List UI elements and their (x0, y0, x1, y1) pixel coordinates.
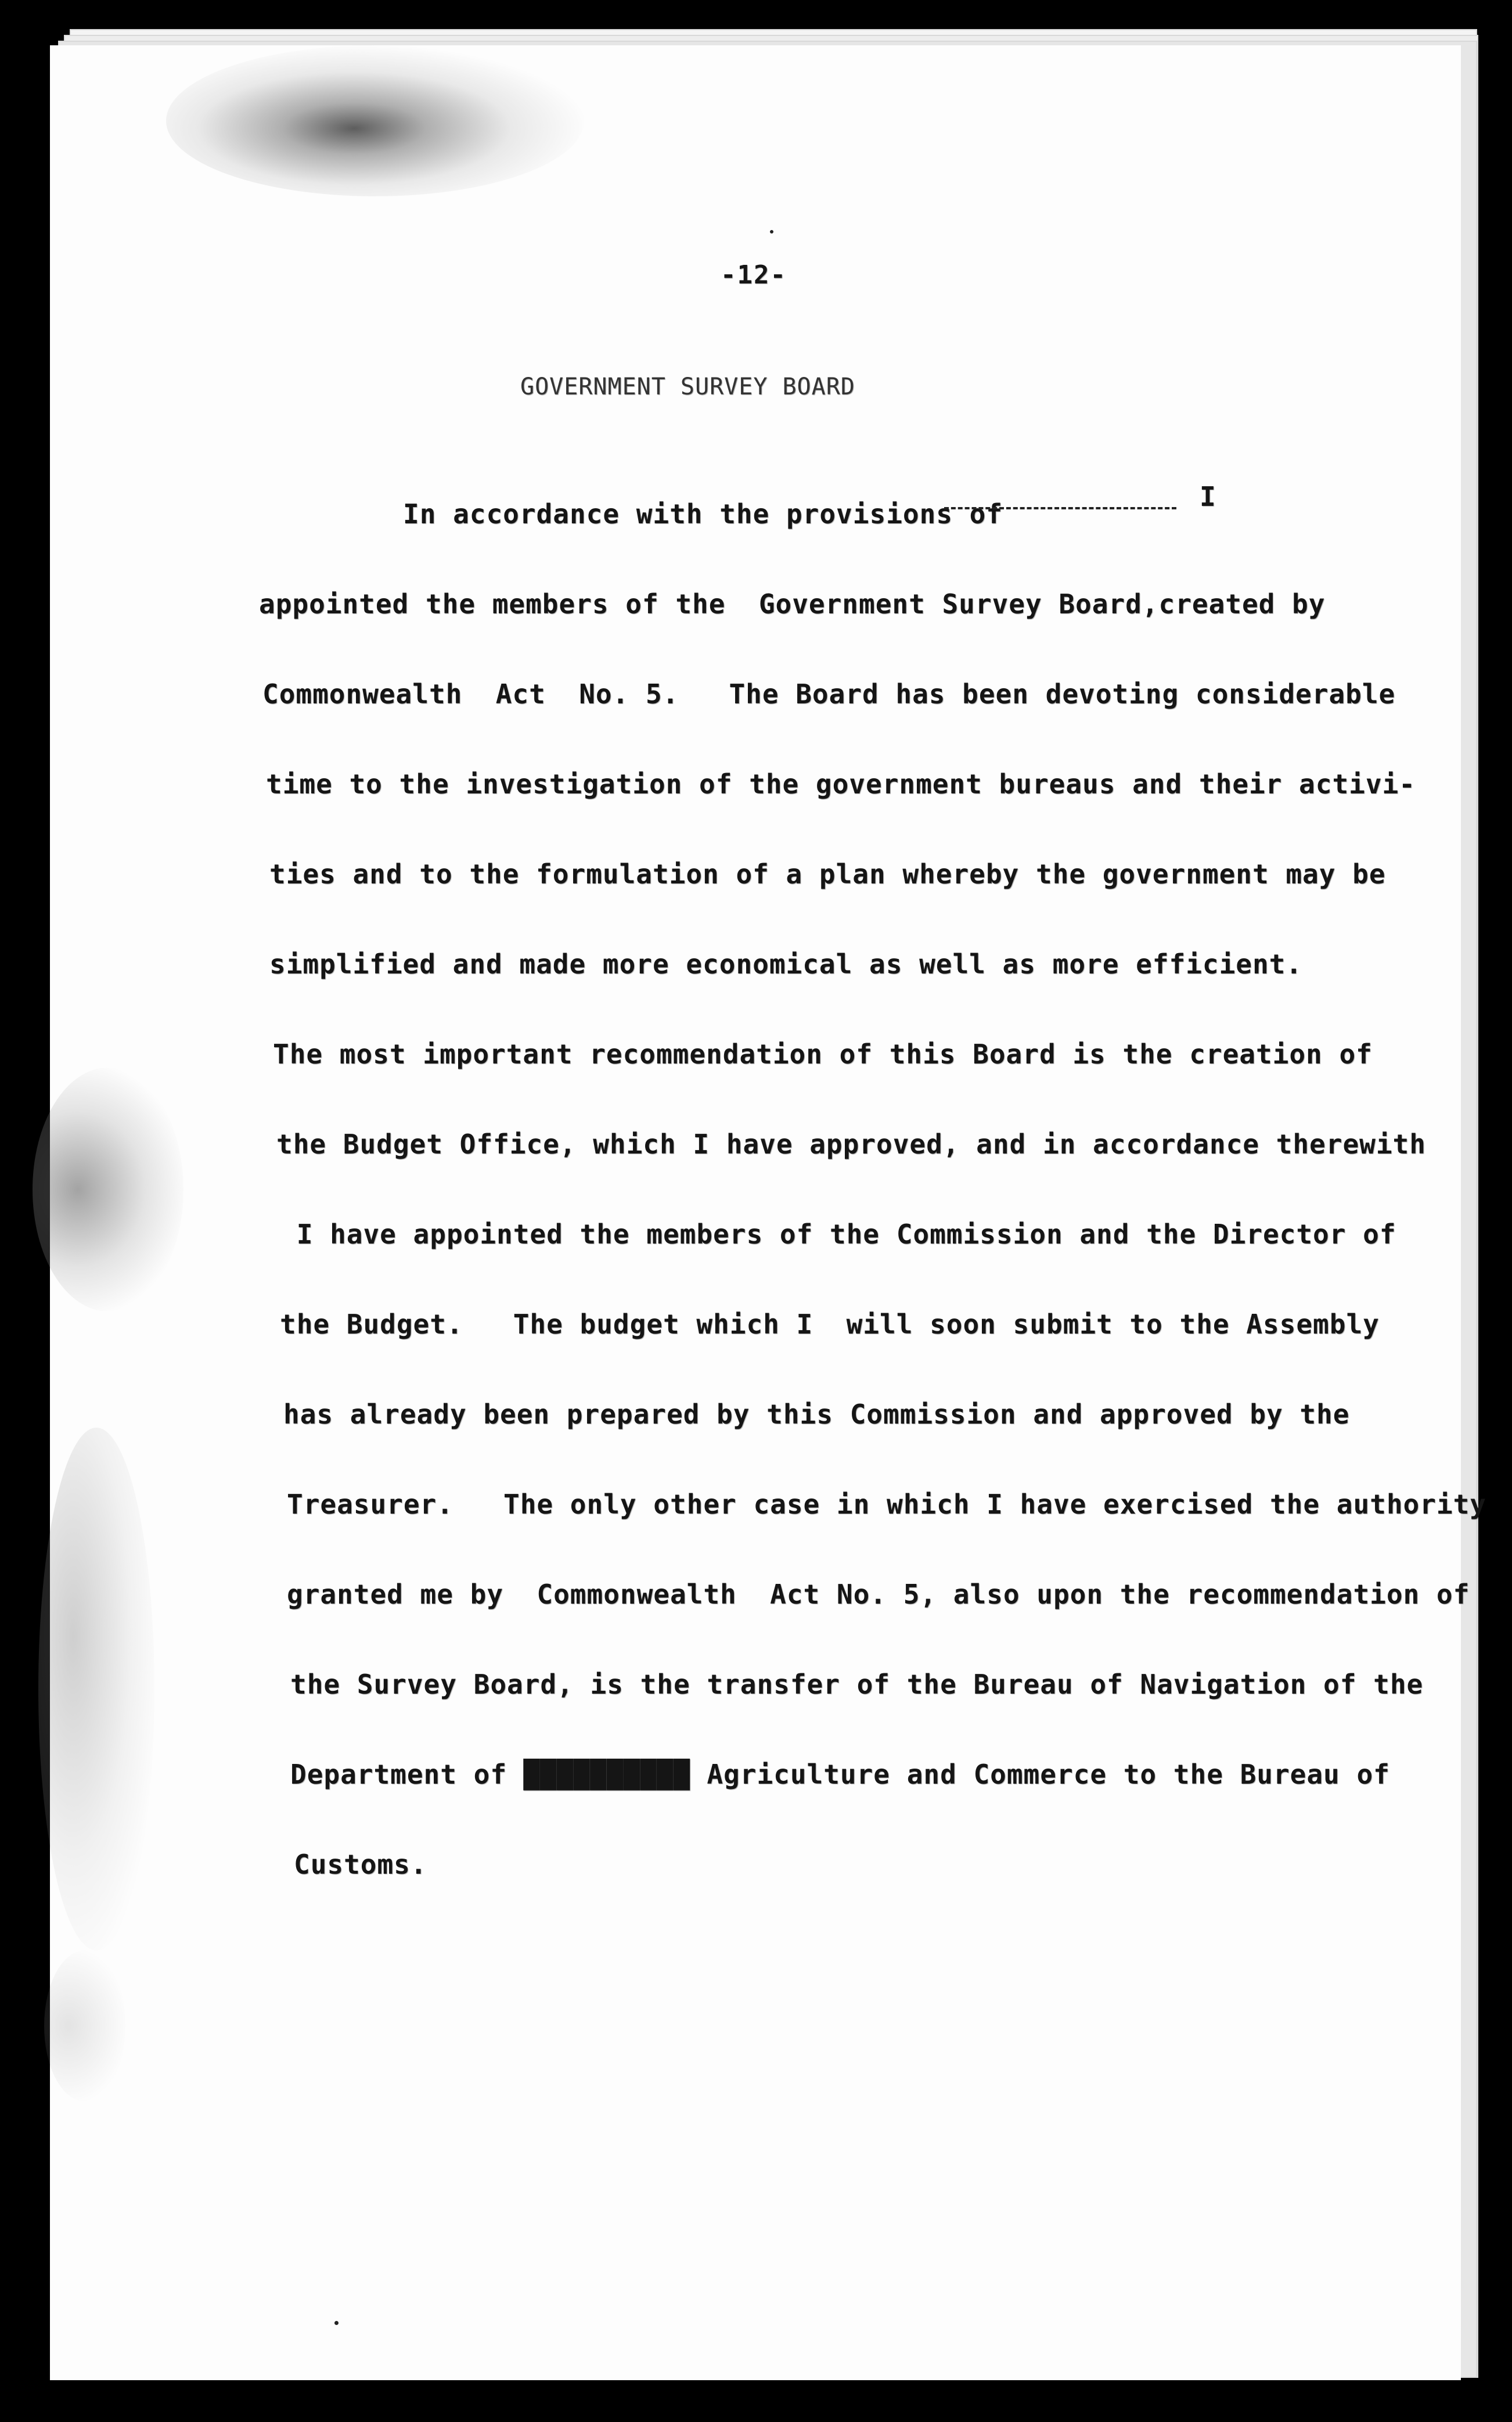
scan-smudge (33, 1068, 183, 1311)
body-line: granted me by Commonwealth Act No. 5, also upon the recommendation of (287, 1579, 1470, 1610)
body-line: In accordance with the provisions of (403, 498, 1003, 530)
body-line: The most important recommendation of this Board is the creation of (273, 1038, 1373, 1070)
body-line: ties and to the formulation of a plan whereby the government may be (269, 858, 1386, 890)
body-line: Department of ██████████ Agriculture and Commerce to the Bureau of (290, 1759, 1390, 1790)
body-line: I have appointed the members of the Commission and the Director of (280, 1219, 1396, 1250)
scan-smudge (38, 1428, 154, 1950)
body-line: Commonwealth Act No. 5. The Board has been devoting considerable (262, 678, 1396, 710)
body-line: the Budget Office, which I have approved, and in accordance therewith (276, 1129, 1426, 1160)
body-line: simplified and made more economical as well as more efficient. (269, 948, 1303, 980)
body-line: the Survey Board, is the transfer of the Bureau of Navigation of the (290, 1669, 1424, 1700)
blank-fill-in-line (944, 507, 1176, 509)
document-page (50, 45, 1486, 2380)
page-number: -12- (721, 260, 787, 290)
body-line: appointed the members of the Government Survey Board,created by (259, 588, 1326, 620)
section-title: GOVERNMENT SURVEY BOARD (520, 373, 855, 400)
body-line: has already been prepared by this Commission and approved by the (283, 1399, 1350, 1430)
ink-speck (770, 230, 773, 233)
body-line: time to the investigation of the government bureaus and their activi- (266, 768, 1416, 800)
body-line: Customs. (294, 1849, 427, 1880)
scan-smudge (44, 1950, 125, 2101)
body-line: Treasurer. The only other case in which I have exercised the authority (287, 1489, 1486, 1520)
body-line: I (1200, 481, 1216, 512)
ink-speck (334, 2321, 339, 2325)
body-line: the Budget. The budget which I will soon submit to the Assembly (280, 1309, 1380, 1340)
scan-smudge (166, 45, 584, 196)
